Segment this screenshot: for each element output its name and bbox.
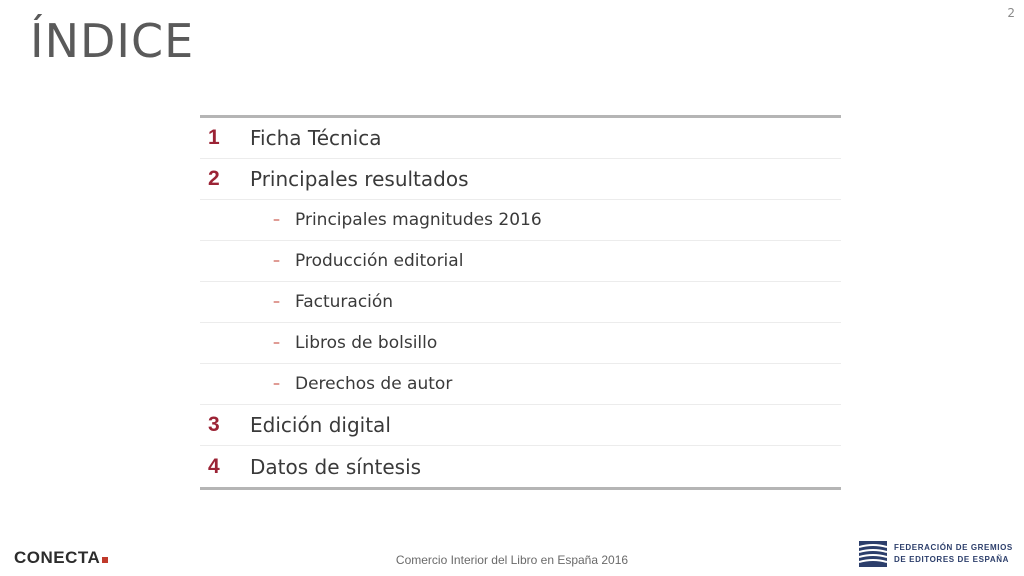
toc-item-label: Datos de síntesis: [250, 454, 422, 479]
toc-item-3[interactable]: [200, 405, 841, 446]
dash-bullet: –: [273, 335, 280, 351]
footer-caption: Comercio Interior del Libro en España 2016: [395, 553, 629, 567]
fge-emblem-icon: [859, 541, 887, 567]
toc-subitem[interactable]: [200, 323, 841, 364]
toc-item-label: Ficha Técnica: [250, 126, 382, 150]
fge-logo: [859, 541, 1013, 567]
dash-bullet: –: [273, 376, 280, 392]
toc-subitem[interactable]: [200, 364, 841, 405]
page-number: 2: [1007, 6, 1015, 20]
toc-subitem-label: Facturación: [295, 292, 394, 312]
toc-item-number: 1: [208, 126, 220, 149]
toc-item-1[interactable]: [200, 118, 841, 159]
toc-subitem-label: Derechos de autor: [295, 374, 453, 394]
dash-bullet: –: [273, 253, 280, 269]
toc-item-number: 3: [208, 413, 220, 436]
dash-bullet: –: [273, 294, 280, 310]
toc-subitem[interactable]: [200, 200, 841, 241]
toc-item-number: 2: [208, 167, 220, 190]
fge-line-1: FEDERACIÓN DE GREMIOS: [894, 543, 1013, 552]
toc-subitem-label: Libros de bolsillo: [295, 333, 438, 353]
toc-item-number: 4: [208, 454, 220, 478]
dash-bullet: –: [273, 212, 280, 228]
page-title: ÍNDICE: [30, 14, 195, 68]
fge-logo-text: [894, 542, 1013, 566]
toc-item-label: Principales resultados: [250, 167, 469, 191]
table-of-contents: [200, 115, 841, 490]
toc-subitem-label: Principales magnitudes 2016: [295, 210, 542, 230]
toc-item-4[interactable]: [200, 446, 841, 487]
toc-subitem-label: Producción editorial: [295, 251, 464, 271]
fge-line-2: DE EDITORES DE ESPAÑA: [894, 555, 1009, 564]
toc-item-2[interactable]: [200, 159, 841, 200]
toc-item-label: Edición digital: [250, 413, 391, 437]
conecta-logo-text: CONECTA: [14, 548, 101, 567]
toc-subitem[interactable]: [200, 241, 841, 282]
toc-subitem[interactable]: [200, 282, 841, 323]
